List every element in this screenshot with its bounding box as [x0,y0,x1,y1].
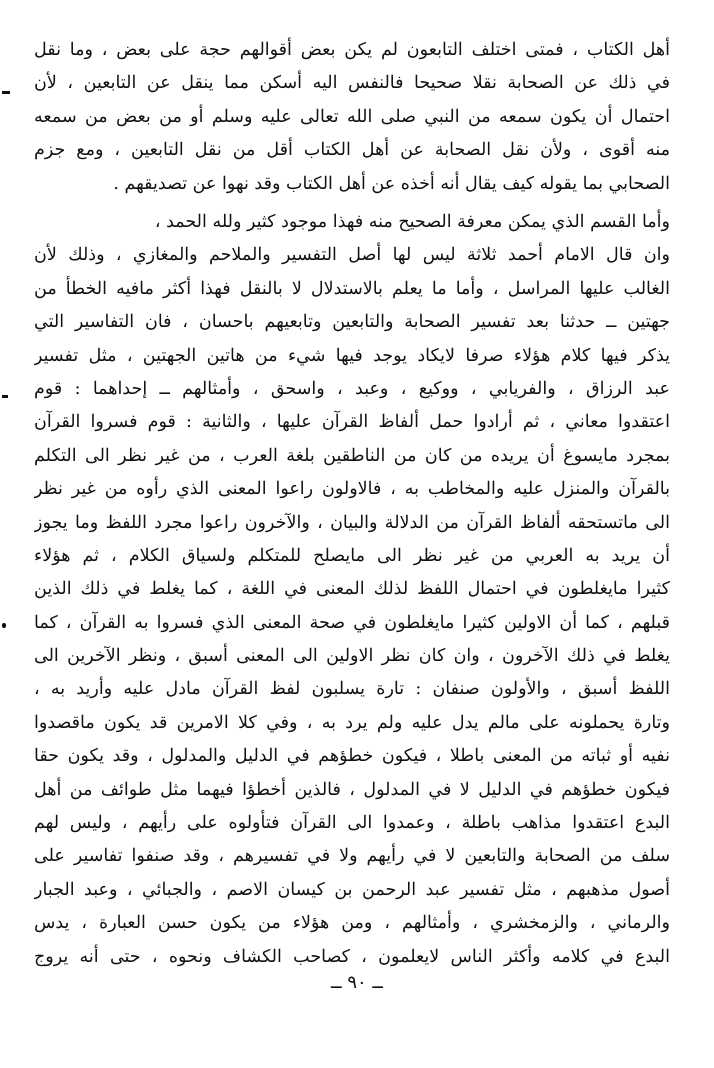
text-line: يغلط في ذلك الآخرون ، وان كان نظر الاولين الى المعنى أسبق ، ونظر الآخرين الى [34,646,670,667]
text-line: أن يريد به العربي من غير نظر الى مايصلح للمتكلم ولسياق الكلام ، ثم هؤلاء [34,545,670,566]
paragraph-2 [34,206,670,974]
text-line: والرماني ، والزمخشري ، وأمثالهم ، ومن هؤلاء من يكون حسن العبارة ، يدس [34,913,670,934]
text-line: الصحابي بما يقوله كيف يقال أنه أخذه عن أهل الكتاب وقد نهوا عن تصديقهم . [113,173,670,194]
text-line: سلف من الصحابة والتابعين لا في رأيهم ولا في تفسيرهم ، وقد صنفوا تفاسير على [34,846,670,867]
text-line: نفيه أو ثباته من المعنى باطلا ، فيكون خطؤهم في الدليل والمدلول ، وقد يكون حقا [34,746,670,767]
text-line: بالقرآن والمنزل عليه والمخاطب به ، فالاولون راعوا المعنى الذي رأوه من غير نظر [34,479,670,500]
text-line: بمجرد مايسوغ أن يريده من كان من الناطقين بلغة العرب ، من غير نظر الى التكلم [34,445,670,466]
text-line: وان قال الامام أحمد ثلاثة ليس لها أصل التفسير والملاحم والمغازي ، وذلك لأن [34,245,670,266]
text-line: اللفظ أسبق ، والأولون صنفان : تارة يسلبون لفظ القرآن مادل عليه وأريد به ، [34,679,670,700]
text-line: أهل الكتاب ، فمتى اختلف التابعون لم يكن بعض أقوالهم حجة على بعض ، وما نقل [34,40,670,60]
text-line: الى ماتستحقه ألفاظ القرآن من الدلالة والبيان ، والآخرون راعوا مجرد اللفظ وما يجوز [34,512,670,533]
text-line: البدع اعتقدوا مذاهب باطلة ، وعمدوا الى القرآن فتأولوه على رأيهم ، وليس لهم [34,813,670,834]
margin-mark [2,395,8,398]
text-line: كثيرا مايغلطون في احتمال اللفظ لذلك المعنى في اللغة ، كما يغلط في ذلك الذين [34,579,670,600]
text-line: احتمال أن يكون سمعه من النبي صلى الله تعالى عليه وسلم أو من بعض من سمعه [34,106,670,127]
text-line: فيكون خطؤهم في الدليل لا في المدلول ، فالذين أخطؤا فيهما مثل طوائف من أهل [34,779,670,800]
text-line: اعتقدوا معاني ، ثم أرادوا حمل ألفاظ القرآن عليها ، والثانية : قوم فسروا القرآن [34,412,670,433]
text-line: يذكر فيها كلام هؤلاء صرفا لايكاد يوجد فيها شيء من هاتين الجهتين ، مثل تفسير [34,345,670,366]
text-line: البدع في كلامه وأكثر الناس لايعلمون ، كصاحب الكشاف ونحوه ، حتى أنه يروج [34,946,670,967]
paragraph-1 [34,34,670,201]
margin-mark [2,623,6,628]
text-line: عبد الرزاق ، والفريابي ، ووكيع ، وعبد ، واسحق ، وأمثالهم ــ إحداهما : قوم [34,378,670,399]
text-line: الغالب عليها المراسل ، وأما ما يعلم بالاستدلال لا بالنقل فهذا أكثر مافيه الخطأ من [34,278,670,299]
text-line: أصول مذهبهم ، مثل تفسير عبد الرحمن بن كيسان الاصم ، والجبائي ، وعبد الجبار [34,879,670,900]
text-line: منه أقوى ، ولأن نقل الصحابة عن أهل الكتاب أقل من نقل التابعين ، ومع جزم [34,140,670,161]
page-number: ــ ٩٠ ــ [331,972,383,993]
text-line: في ذلك عن الصحابة نقلا صحيحا فالنفس اليه أسكن مما ينقل عن التابعين ، لأن [34,73,670,94]
text-line: وتارة يحملونه على مالم يدل عليه ولم يرد به ، وفي كلا الامرين قد يكون ماقصدوا [34,712,670,733]
text-line: جهتين ــ حدثنا بعد تفسير الصحابة والتابعين وتابعيهم باحسان ، فان التفاسير التي [34,312,670,333]
text-line: قبلهم ، كما أن الاولين كثيرا مايغلطون في صحة المعنى الذي فسروا به القرآن ، كما [34,612,670,633]
margin-mark [2,91,10,94]
text-line: وأما القسم الذي يمكن معرفة الصحيح منه فهذا موجود كثير ولله الحمد ، [154,212,670,232]
